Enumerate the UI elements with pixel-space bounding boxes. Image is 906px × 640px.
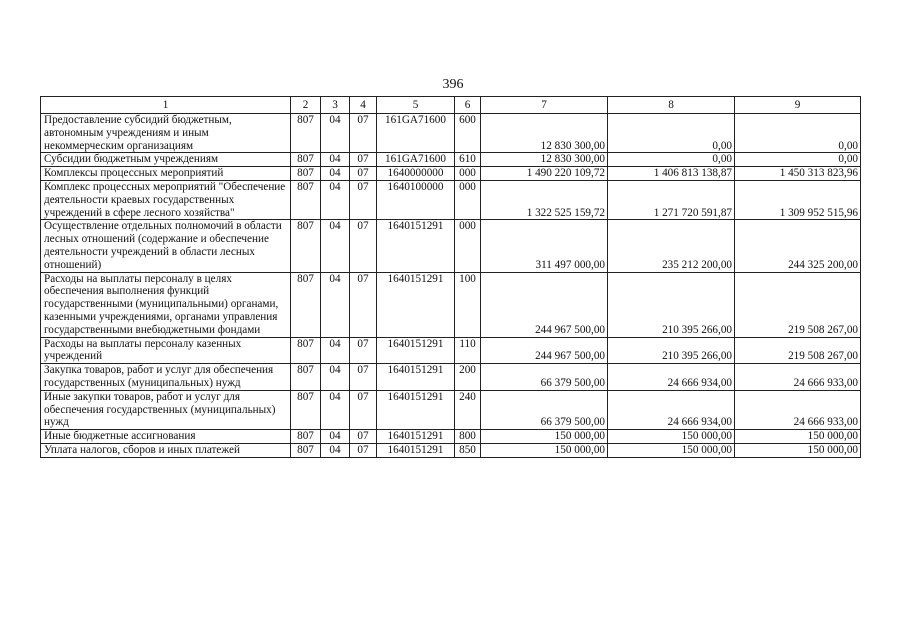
row-code-2: 807 xyxy=(291,167,321,181)
table-row xyxy=(41,430,861,444)
row-code-5: 1640151291 xyxy=(377,430,455,444)
row-amount-7: 66 379 500,00 xyxy=(481,364,608,391)
row-code-5: 1640151291 xyxy=(377,272,455,337)
row-name: Расходы на выплаты персоналу казенных учреждений xyxy=(41,337,291,364)
row-code-4: 07 xyxy=(350,390,377,429)
header-row xyxy=(41,97,861,114)
row-amount-8: 150 000,00 xyxy=(608,443,735,457)
row-code-6: 600 xyxy=(455,114,481,153)
header-col-6: 6 xyxy=(455,97,481,114)
row-code-4: 07 xyxy=(350,430,377,444)
row-amount-8: 210 395 266,00 xyxy=(608,337,735,364)
row-code-6: 000 xyxy=(455,180,481,219)
row-amount-8: 210 395 266,00 xyxy=(608,272,735,337)
row-amount-7: 244 967 500,00 xyxy=(481,337,608,364)
row-amount-8: 1 271 720 591,87 xyxy=(608,180,735,219)
row-code-5: 1640000000 xyxy=(377,167,455,181)
row-code-4: 07 xyxy=(350,153,377,167)
row-code-5: 1640151291 xyxy=(377,364,455,391)
table-row xyxy=(41,337,861,364)
row-code-3: 04 xyxy=(321,180,350,219)
row-code-4: 07 xyxy=(350,364,377,391)
row-name: Комплексы процессных мероприятий xyxy=(41,167,291,181)
header-col-2: 2 xyxy=(291,97,321,114)
row-code-5: 1640151291 xyxy=(377,390,455,429)
row-amount-8: 150 000,00 xyxy=(608,430,735,444)
row-code-2: 807 xyxy=(291,220,321,272)
row-amount-9: 150 000,00 xyxy=(735,430,861,444)
row-code-4: 07 xyxy=(350,272,377,337)
row-name: Расходы на выплаты персоналу в целях обеспечения выполнения функций государственными (муниципальными) органами, казенными учреждениями, органами управления государственными внебюджетными фондами xyxy=(41,272,291,337)
row-name: Уплата налогов, сборов и иных платежей xyxy=(41,443,291,457)
table-row xyxy=(41,220,861,272)
row-amount-7: 150 000,00 xyxy=(481,443,608,457)
row-code-5: 1640151291 xyxy=(377,337,455,364)
row-code-5: 1640151291 xyxy=(377,220,455,272)
row-amount-9: 24 666 933,00 xyxy=(735,390,861,429)
row-code-2: 807 xyxy=(291,364,321,391)
row-code-4: 07 xyxy=(350,443,377,457)
row-name: Закупка товаров, работ и услуг для обеспечения государственных (муниципальных) нужд xyxy=(41,364,291,391)
table-row xyxy=(41,153,861,167)
row-amount-9: 219 508 267,00 xyxy=(735,272,861,337)
row-code-6: 800 xyxy=(455,430,481,444)
row-amount-7: 150 000,00 xyxy=(481,430,608,444)
row-code-3: 04 xyxy=(321,272,350,337)
table-row xyxy=(41,390,861,429)
row-code-2: 807 xyxy=(291,153,321,167)
row-code-2: 807 xyxy=(291,114,321,153)
row-code-4: 07 xyxy=(350,180,377,219)
row-code-6: 850 xyxy=(455,443,481,457)
header-col-4: 4 xyxy=(350,97,377,114)
table-row xyxy=(41,443,861,457)
table-row xyxy=(41,167,861,181)
table-row xyxy=(41,180,861,219)
row-amount-7: 1 322 525 159,72 xyxy=(481,180,608,219)
row-code-5: 161GA71600 xyxy=(377,114,455,153)
row-code-6: 100 xyxy=(455,272,481,337)
row-amount-9: 150 000,00 xyxy=(735,443,861,457)
row-code-2: 807 xyxy=(291,337,321,364)
row-name: Иные бюджетные ассигнования xyxy=(41,430,291,444)
row-code-5: 161GA71600 xyxy=(377,153,455,167)
table-row xyxy=(41,114,861,153)
budget-table xyxy=(40,96,861,458)
row-amount-7: 66 379 500,00 xyxy=(481,390,608,429)
row-code-4: 07 xyxy=(350,167,377,181)
table-row xyxy=(41,364,861,391)
row-name: Предоставление субсидий бюджетным, автономным учреждениям и иным некоммерческим организациям xyxy=(41,114,291,153)
row-code-6: 200 xyxy=(455,364,481,391)
row-code-3: 04 xyxy=(321,430,350,444)
row-code-4: 07 xyxy=(350,220,377,272)
header-col-3: 3 xyxy=(321,97,350,114)
row-name: Субсидии бюджетным учреждениям xyxy=(41,153,291,167)
row-code-2: 807 xyxy=(291,390,321,429)
row-code-3: 04 xyxy=(321,364,350,391)
header-col-7: 7 xyxy=(481,97,608,114)
row-amount-8: 1 406 813 138,87 xyxy=(608,167,735,181)
row-amount-8: 0,00 xyxy=(608,114,735,153)
header-col-9: 9 xyxy=(735,97,861,114)
row-code-3: 04 xyxy=(321,153,350,167)
row-code-3: 04 xyxy=(321,337,350,364)
row-code-5: 1640100000 xyxy=(377,180,455,219)
row-amount-7: 244 967 500,00 xyxy=(481,272,608,337)
row-name: Осуществление отдельных полномочий в области лесных отношений (содержание и обеспечение деятельности учреждений в области лесных отношений) xyxy=(41,220,291,272)
row-code-3: 04 xyxy=(321,167,350,181)
row-code-6: 110 xyxy=(455,337,481,364)
header-col-8: 8 xyxy=(608,97,735,114)
row-code-3: 04 xyxy=(321,220,350,272)
row-amount-9: 219 508 267,00 xyxy=(735,337,861,364)
row-amount-9: 24 666 933,00 xyxy=(735,364,861,391)
row-amount-7: 311 497 000,00 xyxy=(481,220,608,272)
table-row xyxy=(41,272,861,337)
row-amount-9: 244 325 200,00 xyxy=(735,220,861,272)
row-code-3: 04 xyxy=(321,114,350,153)
row-amount-7: 12 830 300,00 xyxy=(481,114,608,153)
page-number: 396 xyxy=(442,77,464,92)
row-amount-7: 1 490 220 109,72 xyxy=(481,167,608,181)
header-col-1: 1 xyxy=(41,97,291,114)
row-amount-9: 0,00 xyxy=(735,114,861,153)
row-code-2: 807 xyxy=(291,430,321,444)
row-amount-9: 0,00 xyxy=(735,153,861,167)
row-code-5: 1640151291 xyxy=(377,443,455,457)
row-code-6: 000 xyxy=(455,220,481,272)
row-amount-8: 24 666 934,00 xyxy=(608,390,735,429)
header-col-5: 5 xyxy=(377,97,455,114)
row-code-4: 07 xyxy=(350,114,377,153)
row-code-2: 807 xyxy=(291,180,321,219)
row-amount-9: 1 309 952 515,96 xyxy=(735,180,861,219)
row-code-3: 04 xyxy=(321,390,350,429)
row-code-2: 807 xyxy=(291,272,321,337)
row-amount-7: 12 830 300,00 xyxy=(481,153,608,167)
row-code-2: 807 xyxy=(291,443,321,457)
row-amount-9: 1 450 313 823,96 xyxy=(735,167,861,181)
row-amount-8: 0,00 xyxy=(608,153,735,167)
row-amount-8: 235 212 200,00 xyxy=(608,220,735,272)
row-code-6: 610 xyxy=(455,153,481,167)
row-name: Комплекс процессных мероприятий "Обеспечение деятельности краевых государственных учреждений в сфере лесного хозяйства" xyxy=(41,180,291,219)
row-amount-8: 24 666 934,00 xyxy=(608,364,735,391)
row-code-3: 04 xyxy=(321,443,350,457)
row-code-6: 240 xyxy=(455,390,481,429)
row-code-4: 07 xyxy=(350,337,377,364)
row-name: Иные закупки товаров, работ и услуг для обеспечения государственных (муниципальных) нужд xyxy=(41,390,291,429)
row-code-6: 000 xyxy=(455,167,481,181)
